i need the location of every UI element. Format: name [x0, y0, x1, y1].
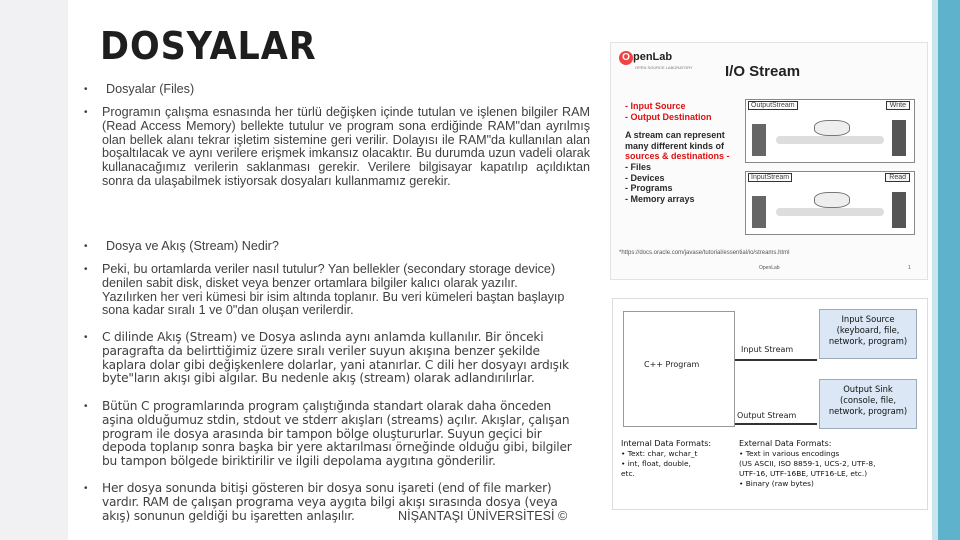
- left-decor-band: [0, 0, 68, 540]
- page-title: DOSYALAR: [100, 24, 317, 68]
- server-icon: [752, 196, 766, 228]
- cpp-stream-figure: [612, 298, 928, 510]
- input-source-box: Input Source (keyboard, file, network, program): [819, 309, 917, 359]
- bullet-text: C dilinde Akış (Stream) ve Dosya aslında aynı anlamda kullanılır. Bir önceki paragrafta da belirttiğimiz üzere sıralı veriler suyun akışına benzer şekilde kaplara dolar gibi değişkenlere dolarlar, yani atanırlar. C dili her dosyayı ardışık byte"ların akışı gibi algılar. Bu nedenle akış (stream) olarak adlandırılırlar.: [102, 330, 569, 386]
- bullet-heading: Dosya ve Akış (Stream) Nedir?: [106, 239, 279, 253]
- output-stream-label: Output Stream: [737, 411, 797, 420]
- openlab-logo-icon: O: [619, 51, 633, 65]
- stream-description: - Input Source - Output Destination A stream can represent many different kinds of sources & destinations - - Files - Devices - Programs - Memory arrays: [625, 101, 730, 204]
- right-decor-band: [938, 0, 960, 540]
- bullet-marker: •: [84, 241, 88, 252]
- input-arrow: [735, 359, 817, 361]
- program-icon: [752, 124, 766, 156]
- bullet-marker: •: [84, 264, 88, 275]
- data-source-icon: [814, 192, 850, 208]
- bullet-text: Programın çalışma esnasında her türlü değişken içinde tutulan ve işlenen bilgiler RAM (Read Access Memory) bellekte tutulur ve program sona erdiğinde RAM"dan ayrılmış olan bellek alanı tekrar işletim sistemine geri verilir. Dolayısı ile RAM"da kullanılan alan boşaltılacak ve aynı verilere erişmek imkansız olacaktır. Bu durumda uzun vadeli olarak kullanacağımız verilerin saklanması gerekir. Verilere bilgisayar kapatılıp açıldıktan sonra da ulaşabilmek istiyorsak dosyaları kullanmamız gerekir.: [102, 105, 590, 188]
- output-arrow: [735, 423, 817, 425]
- output-stream-diagram: OutputStream Write: [745, 99, 915, 163]
- input-stream-label: Input Stream: [741, 345, 794, 354]
- io-stream-figure: [610, 42, 928, 280]
- figure-page-number: 1: [908, 265, 911, 271]
- openlab-logo: O penLab OPEN SOURCE LABORATORY: [619, 51, 693, 70]
- source-url: *https://docs.oracle.com/javase/tutorial/essential/io/streams.html: [619, 250, 790, 256]
- bullet-marker: •: [84, 107, 88, 118]
- bullet-text: Peki, bu ortamlarda veriler nasıl tutulur? Yan bellekler (secondary storage device) denilen sabit disk, disket veya benzer ortamlara bilgiler kalıcı olarak yazılır. Yazılırken her veri kümesi bir isim altında toplanır. Bu veri kümeleri baştan başlayıp sona kadar sıralı 1 ve 0"dan oluşan verilerdir.: [102, 262, 565, 318]
- bullet-marker: •: [84, 401, 88, 412]
- bullet-marker: •: [84, 483, 88, 494]
- program-icon: [892, 192, 906, 228]
- footer-copyright: NİŞANTAŞI ÜNİVERSİTESİ ©: [398, 509, 568, 523]
- input-stream-diagram: InputStream Read: [745, 171, 915, 235]
- data-source-icon: [814, 120, 850, 136]
- figure-title: I/O Stream: [725, 63, 801, 80]
- output-sink-box: Output Sink (console, file, network, program): [819, 379, 917, 429]
- bullet-text: Her dosya sonunda bitişi gösteren bir dosya sonu işareti (end of file marker) vardır. RAM de çalışan programa veya aygıta bilgi akışı sırasında dosya (veya akış) sonunun geldiği bu işaretten anlaşılır.: [102, 481, 558, 523]
- bullet-heading: Dosyalar (Files): [106, 82, 195, 96]
- cpp-program-box: C++ Program: [623, 311, 735, 427]
- figure-footer: OpenLab: [759, 265, 780, 271]
- internal-formats: Internal Data Formats: • Text: char, wchar_t • int, float, double, etc.: [621, 439, 712, 478]
- server-icon: [892, 120, 906, 156]
- external-formats: External Data Formats: • Text in various encodings (US ASCII, ISO 8859-1, UCS-2, UTF-8, UTF-16, UTF-16BE, UTF16-LE, etc.) • Binary (raw bytes): [739, 439, 876, 488]
- bullet-marker: •: [84, 332, 88, 343]
- bullet-text: Bütün C programlarında program çalıştığında standart olarak daha önceden aşina olduğumuz stdin, stdout ve stderr akışları (streams) açılır. Akışlar, çalışan program ile dosya arasında bir tampon bölge oluştururlar. Suyun geçici bir depoda toplanıp sonra başka bir yere aktarılması örneğinde olduğu gibi, bilgiler bu tampon bölgede biriktirilir ve ilgili depolama aygıtına gönderilir.: [102, 399, 572, 469]
- bullet-marker: •: [84, 84, 88, 95]
